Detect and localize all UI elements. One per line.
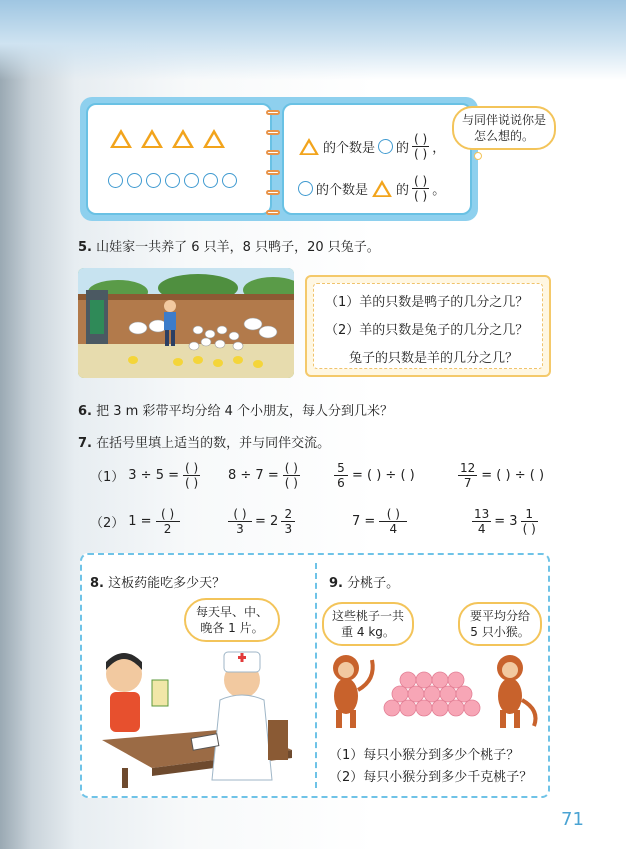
triangle-icon — [172, 129, 194, 148]
division-blank[interactable]: = ( ) ÷ ( ) — [352, 468, 415, 483]
q7-r2-e2: $\frac{( )}{3}$ = 2 $\frac{2}{3}$ — [228, 508, 295, 535]
farm-illustration — [78, 268, 294, 378]
q8-speech-bubble: 每天早、中、晚各 1 片。 — [184, 598, 280, 642]
q7-prompt: 7. 在括号里填上适当的数，并与同伴交流。 — [78, 436, 331, 451]
q9-speech-bubble-left: 这些桃子一共重 4 kg。 — [322, 602, 414, 646]
triangle-row — [110, 129, 225, 148]
q7-r1-e3: $\frac{5}{6}$ = ( ) ÷ ( ) — [334, 462, 415, 489]
q7-r2-e1: （2） 1 = $\frac{( )}{2}$ — [90, 508, 180, 535]
triangle-icon — [299, 138, 319, 155]
q5-question-3: 兔子的只数是羊的几分之几？ — [349, 351, 519, 366]
fraction-blank[interactable]: $\frac{( )}{( )}$ — [284, 461, 298, 490]
q7-r1-e1: （1） 3 ÷ 5 = $\frac{( )}{( )}$ — [90, 461, 199, 490]
q7-r2-e4: $\frac{13}{4}$ = 3 $\frac{1}{( )}$ — [474, 507, 536, 536]
page-number: 71 — [561, 809, 584, 830]
q5-prompt: 5. 山娃家一共养了 6 只羊，8 只鸭子，20 只兔子。 — [78, 240, 380, 255]
fraction-blank[interactable]: $\frac{( )}{4}$ — [379, 508, 407, 535]
circle-icon — [222, 173, 237, 188]
fraction-blank[interactable]: $\frac{( )}{( )}$ — [414, 174, 428, 203]
circle-icon — [203, 173, 218, 188]
q9-prompt: 9. 分桃子。 — [329, 576, 400, 591]
fraction-blank[interactable]: $\frac{( )}{( )}$ — [414, 132, 428, 161]
circle-icon — [298, 181, 313, 196]
q4-shapes-panel — [86, 103, 272, 215]
q9-question-2: （2）每只小猴分到多少千克桃子？ — [329, 770, 533, 785]
monkeys-peaches-illustration — [320, 650, 546, 732]
division-blank[interactable]: = ( ) ÷ ( ) — [481, 468, 545, 483]
triangle-icon — [141, 129, 163, 148]
fraction-blank[interactable]: $\frac{( )}{( )}$ — [185, 461, 199, 490]
q5-question-1: （1）羊的只数是鸭子的几分之几？ — [325, 295, 529, 310]
fraction-blank[interactable]: $\frac{1}{( )}$ — [522, 507, 536, 536]
notebook-rings — [266, 110, 280, 215]
q7-r2-e3: 7 = $\frac{( )}{4}$ — [352, 508, 407, 535]
q4-statement-circles: 的个数是 的 $\frac{( )}{( )}$ 。 — [298, 175, 445, 202]
circle-icon — [165, 173, 180, 188]
circle-row — [108, 173, 237, 188]
doctor-patient-illustration — [92, 640, 302, 790]
circle-icon — [127, 173, 142, 188]
triangle-icon — [110, 129, 132, 148]
circle-icon — [108, 173, 123, 188]
q8-prompt: 8. 这板药能吃多少天？ — [90, 576, 226, 591]
q4-statement-triangles: 的个数是 的 $\frac{( )}{( )}$ ， — [298, 133, 445, 160]
q9-question-1: （1）每只小猴分到多少个桃子？ — [329, 748, 520, 763]
circle-icon — [378, 139, 393, 154]
panel-divider — [315, 563, 317, 788]
circle-icon — [184, 173, 199, 188]
q7-r1-e2: 8 ÷ 7 = $\frac{( )}{( )}$ — [228, 461, 298, 490]
q4-statements-panel — [282, 103, 472, 215]
q5-question-2: （2）羊的只数是兔子的几分之几？ — [325, 323, 529, 338]
q7-r1-e4: $\frac{12}{7}$ = ( ) ÷ ( ) — [460, 461, 545, 490]
q5-questions-box — [305, 275, 551, 377]
fraction-blank[interactable]: $\frac{( )}{3}$ — [228, 508, 252, 535]
triangle-icon — [372, 180, 392, 197]
q4-speech-bubble: 与同伴说说你是怎么想的。 — [452, 106, 556, 150]
fraction-blank[interactable]: $\frac{( )}{2}$ — [156, 508, 180, 535]
q6-prompt: 6. 把 3 m 彩带平均分给 4 个小朋友，每人分到几米？ — [78, 404, 393, 419]
bubble-tail-dot — [474, 152, 482, 160]
page-header-band — [0, 0, 626, 80]
q9-speech-bubble-right: 要平均分给 5 只小猴。 — [458, 602, 542, 646]
triangle-icon — [203, 129, 225, 148]
circle-icon — [146, 173, 161, 188]
